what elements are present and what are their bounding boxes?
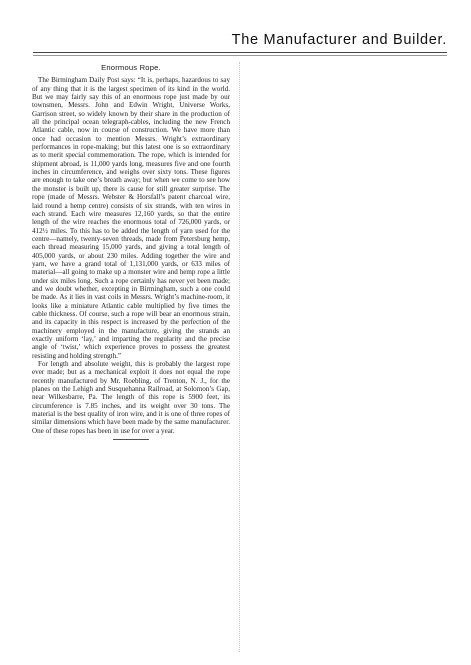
article-paragraph-1: The Birmingham Daily Post says: “It is, perhaps, hazardous to say of any thing that it is the largest specimen of its kind in the world. But we may fairly say this of an enormous rope just made by our townsmen, Messrs. John and Edwin Wright, Universe Works, Garrison street, so widely known by their share in the production of all the principal ocean telegraph-cables, including the new French Atlantic cable, now in course of construction. We have more than once had occasion to mention Messrs. Wright’s extraordinary performances in rope-making; but this latest one is so extraordinary as to merit special commemoration. The rope, which is intended for shipment abroad, is 11,000 yards long, measures five and one fourth inches in circumference, and weighs over sixty tons. These figures are enough to take one’s breath away; but when we come to see how the monster is built up, there is cause for still greater surprise. The rope (made of Messrs. Webster & Horsfall’s patent charcoal wire, laid round a hemp centre) consists of six strands, with ten wires in each strand. Each wire measures 12,160 yards, so that the entire length of the wire reaches the enormous total of 726,000 yards, or 412½ miles. To this has to be added the length of yarn used for the centre—namely, twenty-seven threads, made from Petersburg hemp, each thread measuring 15,000 yards, and giving a total length of 405,000 yards, or about 230 miles. Adding together the wire and yarn, we have a grand total of 1,131,000 yards, or 633 miles of material—all going to make up a monster wire and hemp rope a little under six miles long. Such a rope certainly has never yet been made; and we doubt whether, excepting in Birmingham, such a one could be made. As it lies in vast coils in Messrs. Wright’s machine-room, it looks like a miniature Atlantic cable multiplied by five times the cable thickness. Of course, such a rope will bear an enormous strain, and its capacity in this respect is increased by the perfection of the machinery employed in the manufacture, giving the strands an exactly uniform ‘lay,’ and imparting the regularity and the precise angle of ‘twist,’ which experience proves to possess the greatest resisting and holding strength.” [32,76,230,360]
article-column [32,64,230,440]
header-rule-secondary [33,55,447,56]
article-title: Enormous Rope. [101,63,161,72]
article-paragraph-2: For length and absolute weight, this is probably the largest rope ever made; but as a mechanical exploit it does not equal the rope recently manufactured by Mr. Roebling, of Trenton, N. J., for the planes on the Lehigh and Susquehanna Railroad, at Solomon’s Gap, near Wilkesbarre, Pa. The length of this rope is 5900 feet, its circumference is 7.85 inches, and its weight over 30 tons. The material is the best quality of iron wire, and it is one of three ropes of similar dimensions which have been made by the same manufacturer. One of these ropes has been in use for over a year. [32,360,230,435]
article-end-rule [113,439,149,440]
column-divider [239,62,240,652]
header-rule [33,52,447,53]
running-head: The Manufacturer and Builder. [231,32,447,48]
